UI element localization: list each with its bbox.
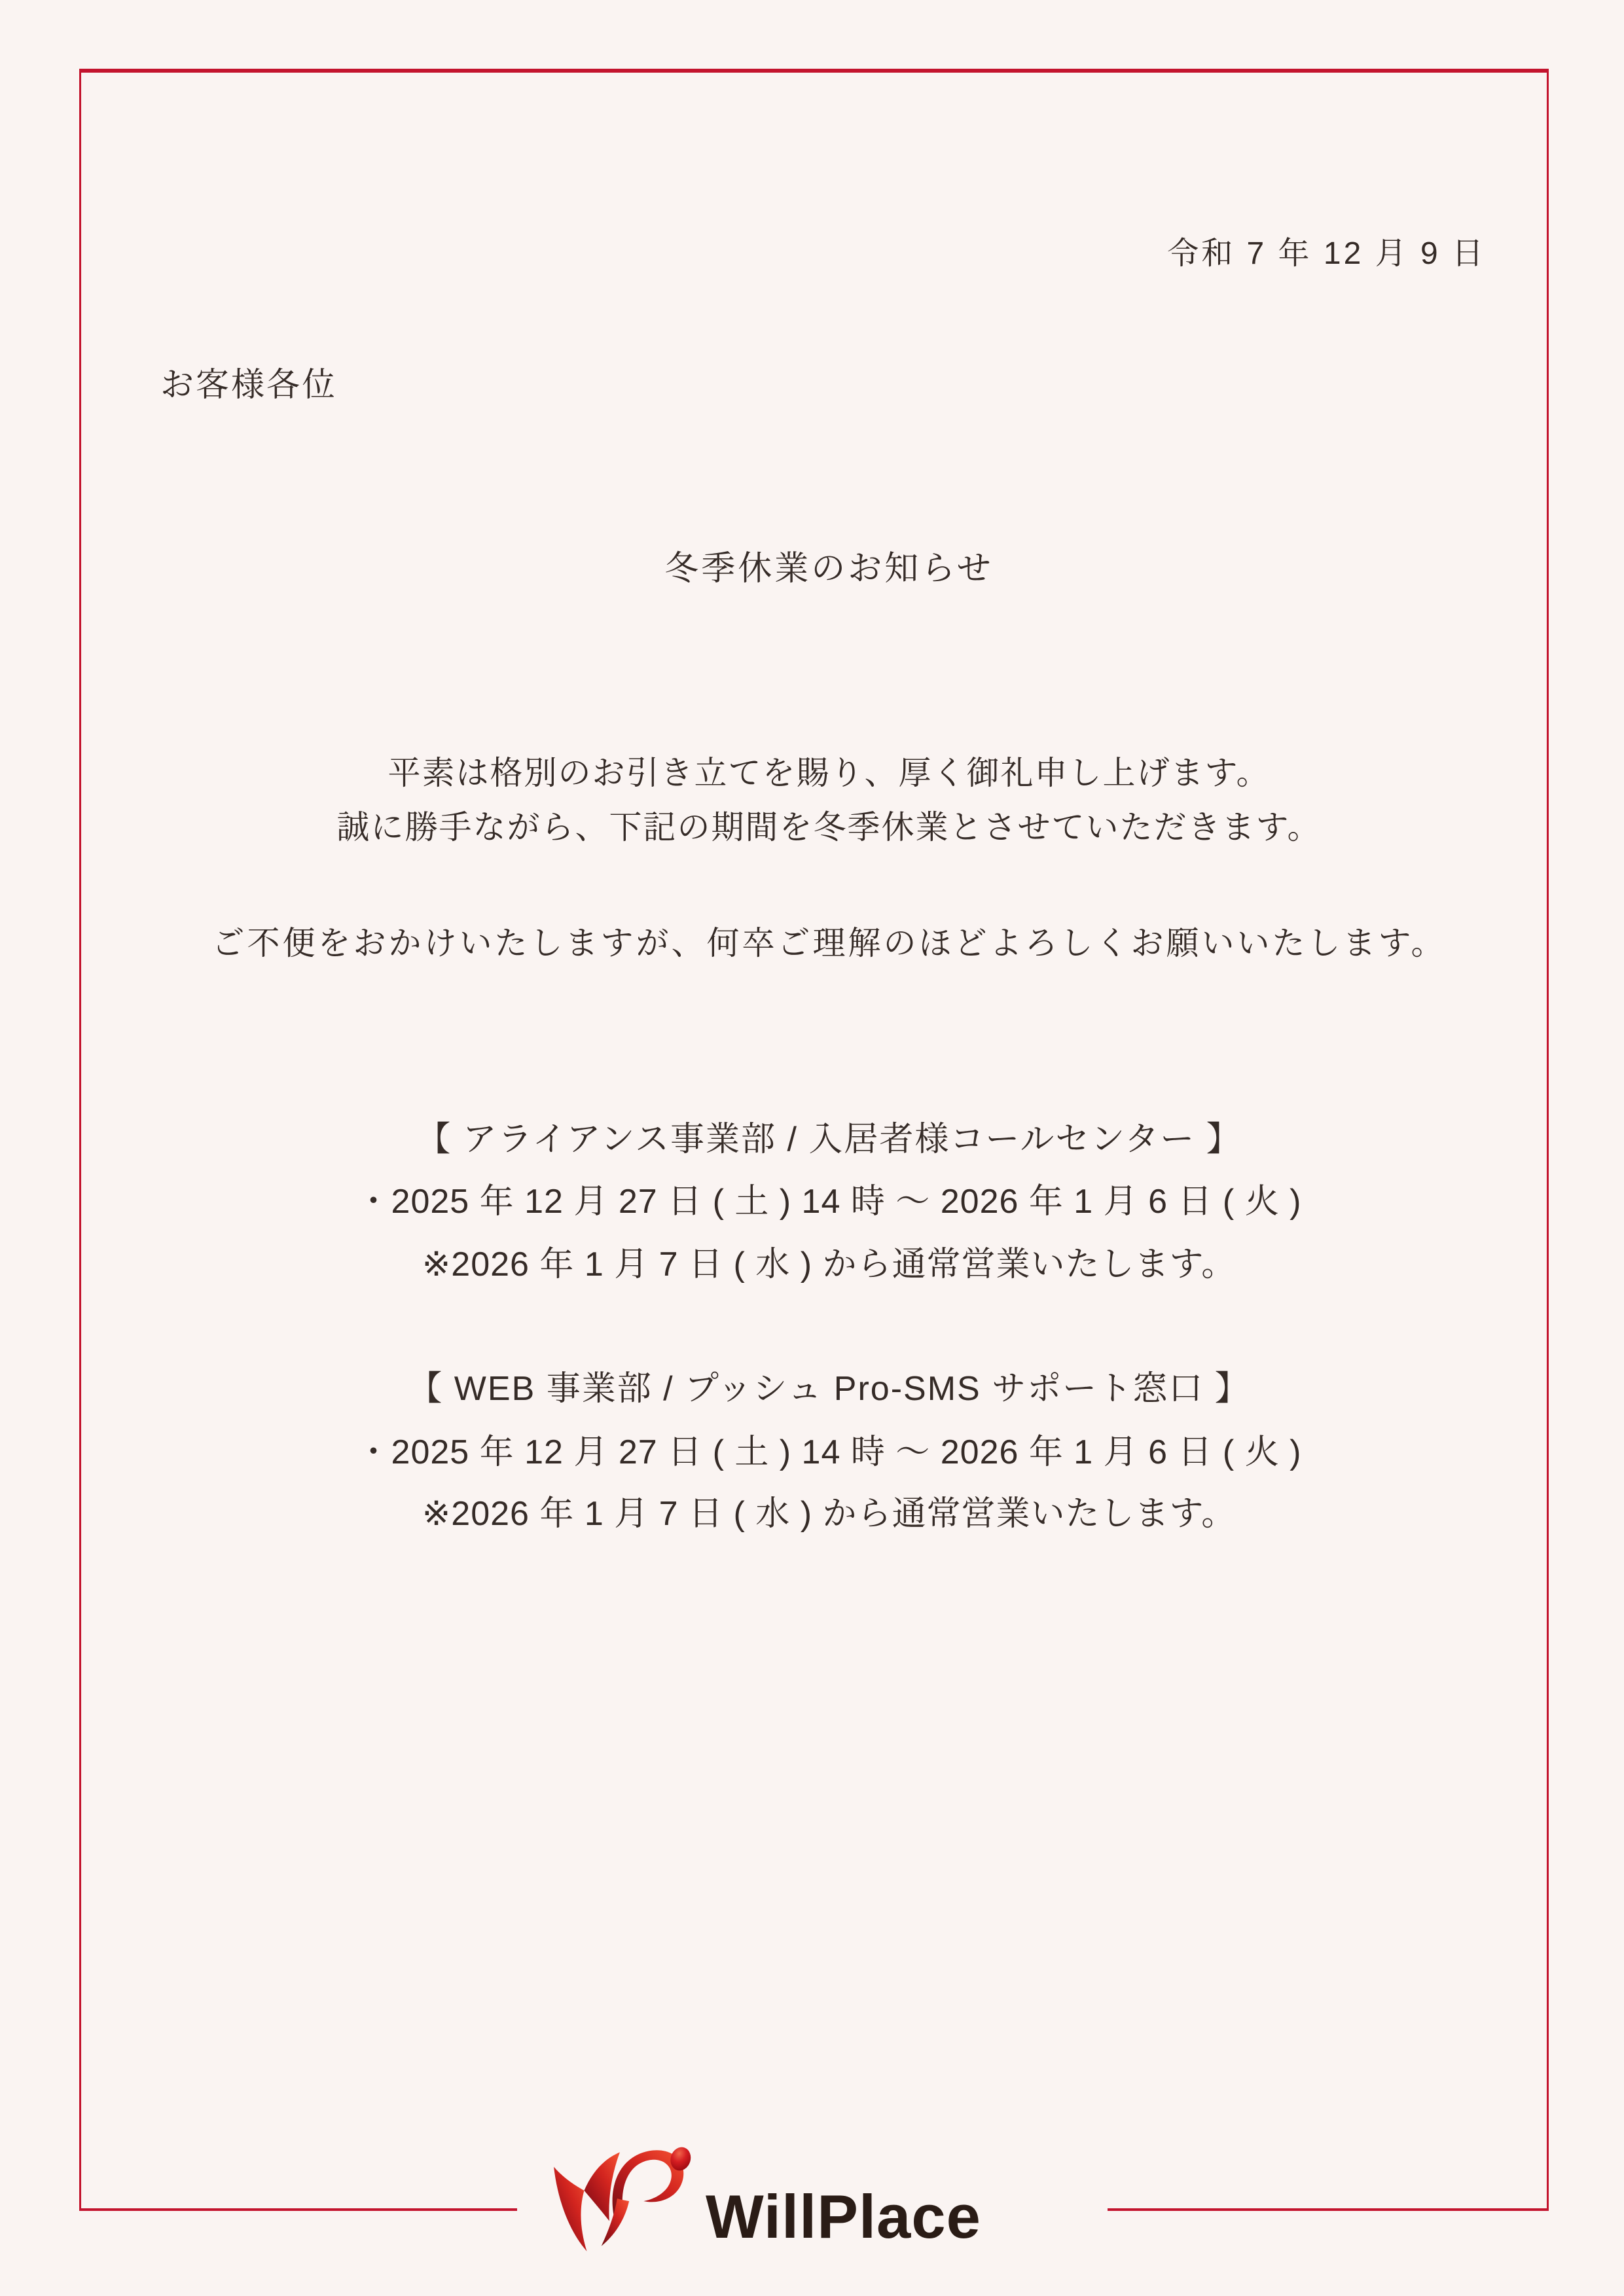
notice-title: 冬季休業のお知らせ <box>664 550 994 588</box>
greeting-line-1: 平素は格別のお引き立てを賜り、厚く御礼申し上げます。 <box>388 755 1271 791</box>
bottom-border-left-segment <box>79 2208 517 2211</box>
section-web-closure-period: ・2025 年 12 月 27 日 ( 土 ) 14 時 ～ 2026 年 1 月 6 日 ( 火 ) <box>356 1433 1302 1471</box>
willplace-wordmark: WillPlace <box>706 2182 981 2251</box>
apology-line: ご不便をおかけいたしますが、何卒ご理解のほどよろしくお願いいたします。 <box>211 925 1447 961</box>
section-alliance-heading: 【 アライアンス事業部 / 入居者様コールセンター 】 <box>416 1121 1242 1158</box>
section-alliance-reopen-note: ※2026 年 1 月 7 日 ( 水 ) から通常営業いたします。 <box>422 1246 1236 1283</box>
section-alliance-closure-period: ・2025 年 12 月 27 日 ( 土 ) 14 時 ～ 2026 年 1 月 6 日 ( 火 ) <box>356 1183 1302 1221</box>
recipient-line: お客様各位 <box>160 366 338 403</box>
issue-date: 令和 7 年 12 月 9 日 <box>1167 236 1486 271</box>
greeting-line-2: 誠に勝手ながら、下記の期間を冬季休業とさせていただきます。 <box>336 809 1322 846</box>
section-web-heading: 【 WEB 事業部 / プッシュ Pro-SMS サポート窓口 】 <box>408 1370 1250 1408</box>
wp-swoosh-icon <box>551 2140 696 2253</box>
section-web-reopen-note: ※2026 年 1 月 7 日 ( 水 ) から通常営業いたします。 <box>422 1495 1236 1533</box>
bottom-border-right-segment <box>1108 2208 1549 2211</box>
willplace-logo <box>551 2140 981 2253</box>
